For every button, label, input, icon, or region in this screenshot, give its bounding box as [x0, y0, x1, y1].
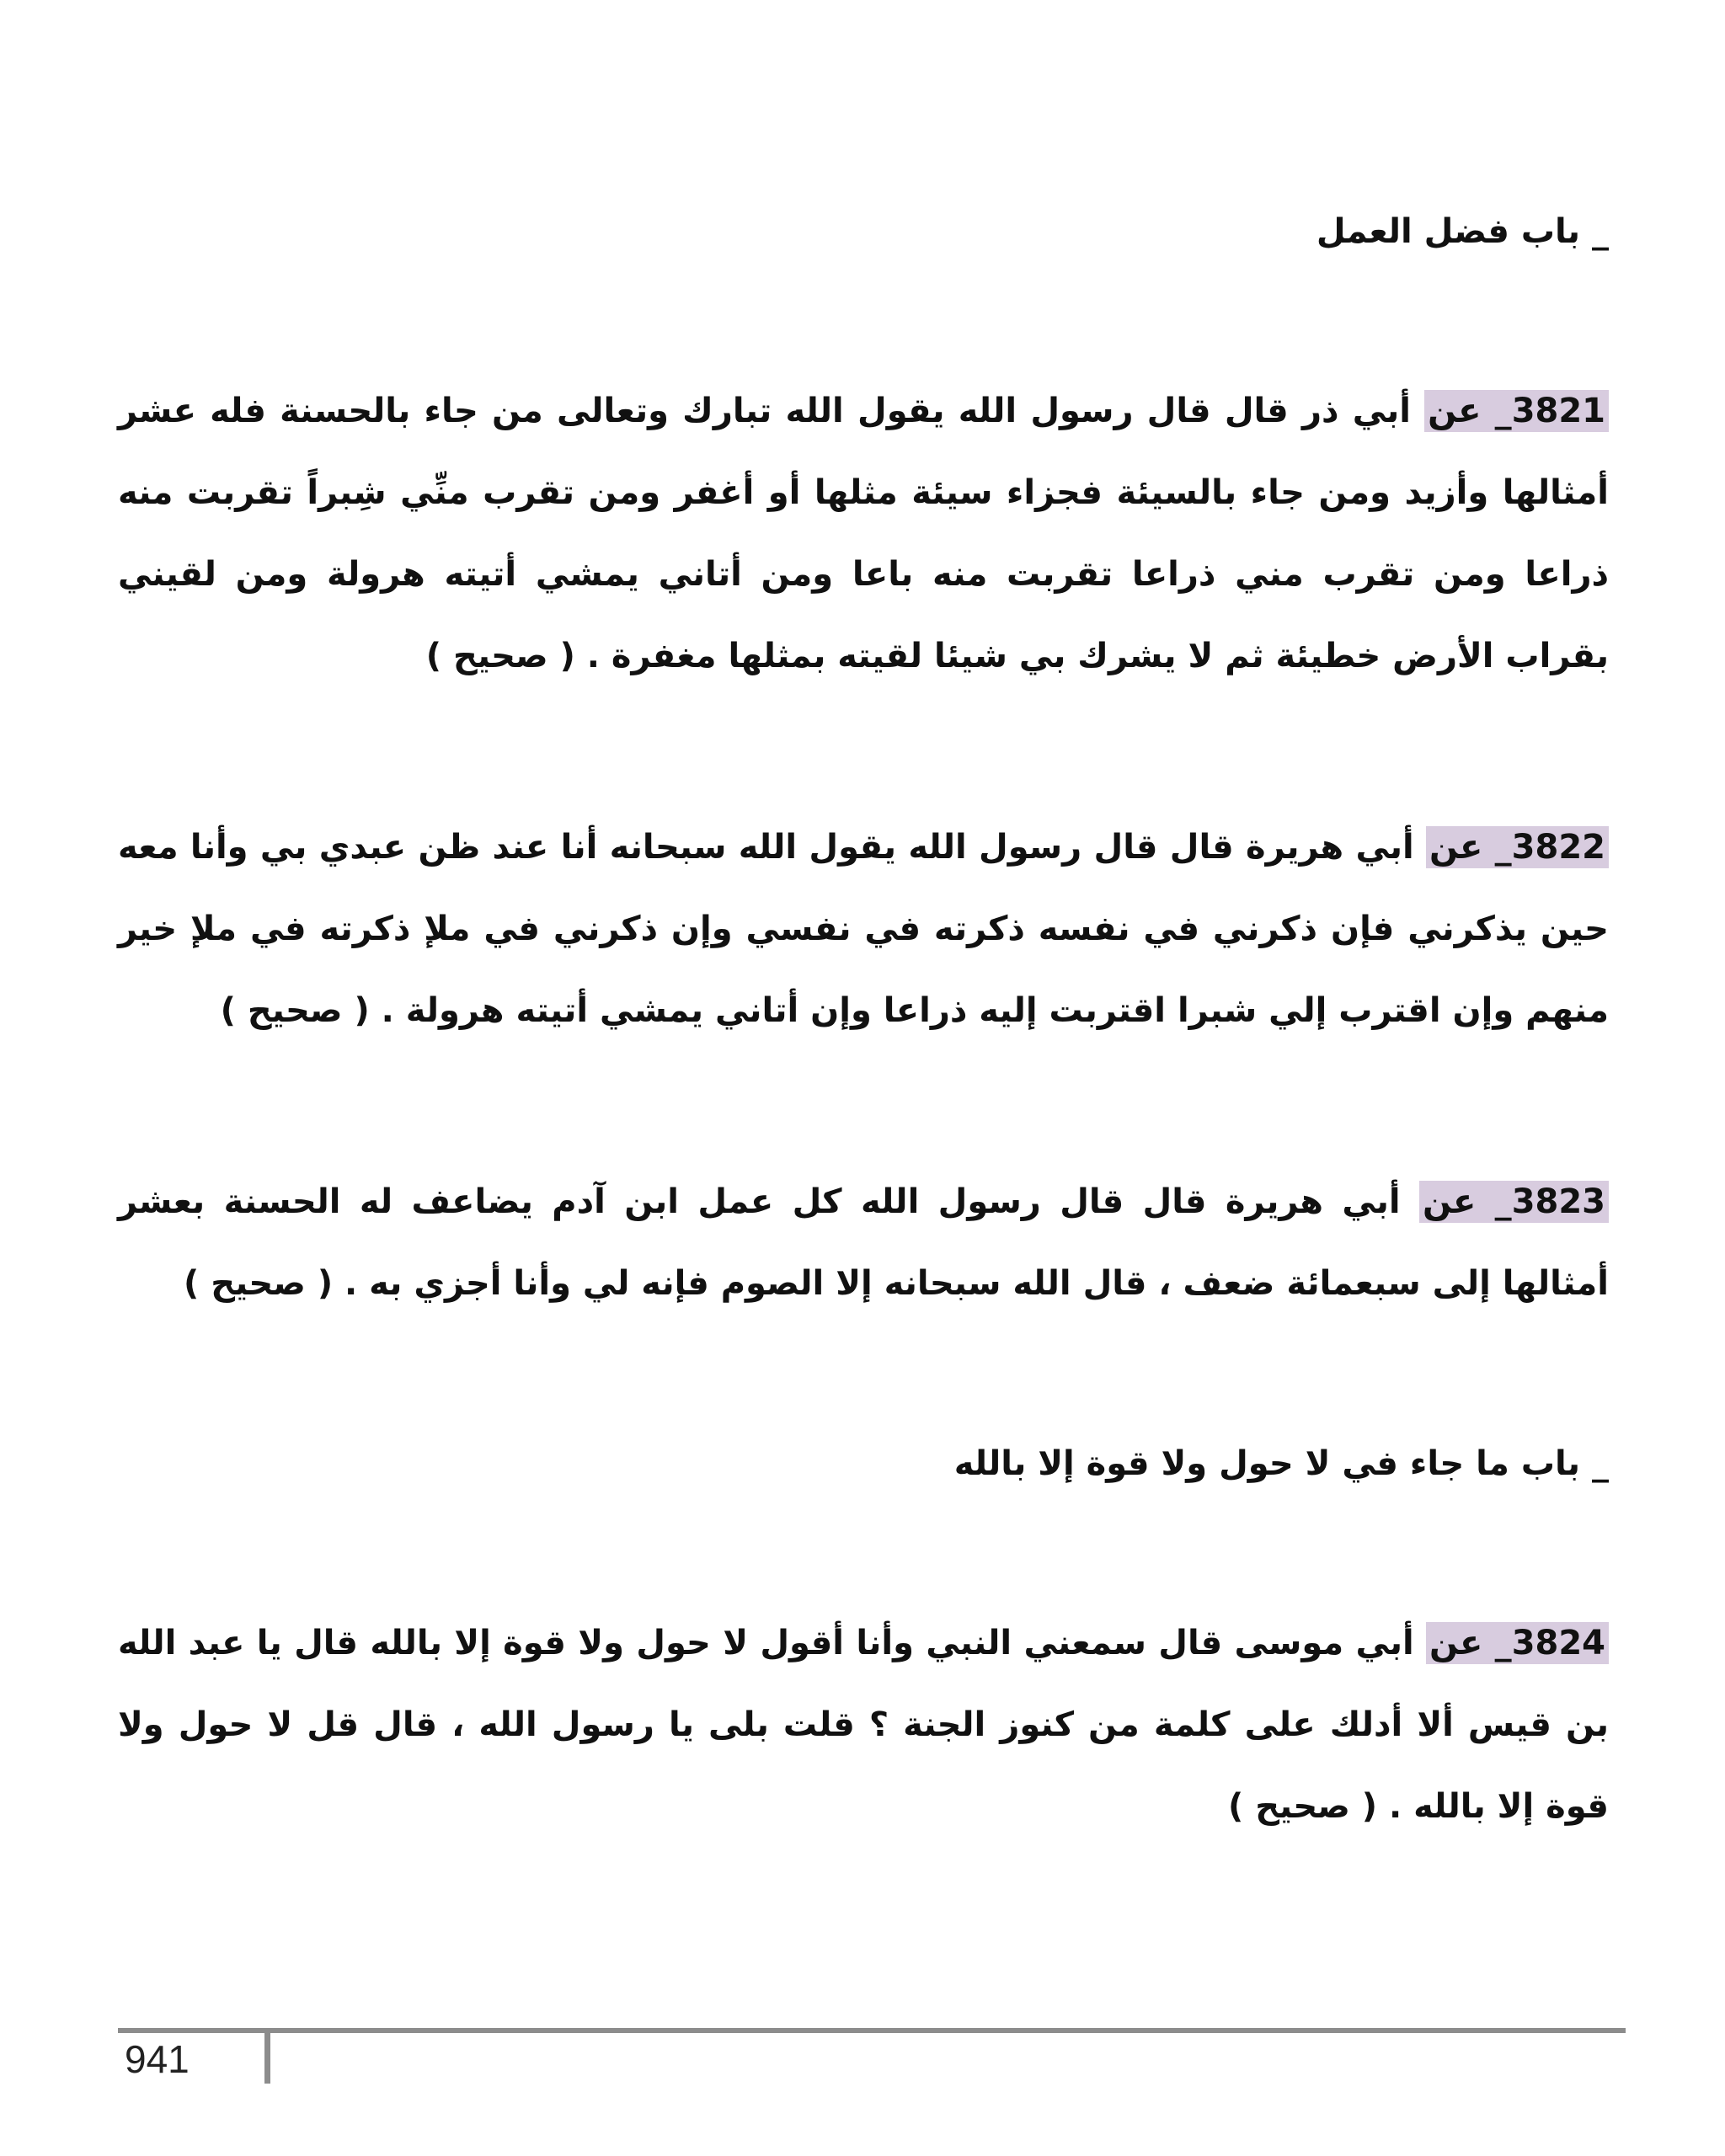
chapter-heading-virtue-of-deeds: _ باب فضل العمل — [1316, 212, 1609, 251]
hadith-number-label: 3823_ عن — [1419, 1181, 1609, 1223]
hadith-number-label: 3822_ عن — [1426, 826, 1609, 868]
page-content — [118, 202, 1609, 1957]
hadith-text: أبي هريرة قال قال رسول الله كل عمل ابن آدم يضاعف له الحسنة بعشر أمثالها إلى سبعمائة ضعف ، قال الله سبحانه إلا الصوم فإنه لي وأنا أجزي به . ( صحيح ) — [118, 1182, 1609, 1303]
page-number: 941 — [125, 2037, 190, 2081]
hadith-3821 — [118, 371, 1609, 697]
hadith-number-label: 3821_ عن — [1424, 390, 1609, 432]
hadith-text: أبي موسى قال سمعني النبي وأنا أقول لا حول ولا قوة إلا بالله قال يا عبد الله بن قيس ألا أدلك على كلمة من كنوز الجنة ؟ قلت بلى يا رسول الله ، قال قل لا حول ولا قوة إلا بالله . ( صحيح ) — [118, 1624, 1609, 1826]
footer-divider-tick — [264, 2028, 270, 2084]
hadith-3822 — [118, 807, 1609, 1052]
hadith-text: أبي ذر قال قال رسول الله يقول الله تبارك وتعالى من جاء بالحسنة فله عشر أمثالها وأزيد ومن جاء بالسيئة فجزاء سيئة مثلها أو أغفر ومن تقرب منِّي شِبراً تقربت منه ذراعا ومن تقرب مني ذراعا تقربت منه باعا ومن أتاني يمشي أتيته هرولة ومن لقيني بقراب الأرض خطيئة ثم لا يشرك بي شيئا لقيته بمثلها مغفرة . ( صحيح ) — [118, 392, 1609, 675]
hadith-3824 — [118, 1603, 1609, 1848]
hadith-number-label: 3824_ عن — [1426, 1622, 1609, 1664]
chapter-heading-la-hawla: _ باب ما جاء في لا حول ولا قوة إلا بالله — [953, 1444, 1609, 1483]
hadith-3823 — [118, 1161, 1609, 1325]
footer-rule — [118, 2028, 1626, 2033]
hadith-text: أبي هريرة قال قال رسول الله يقول الله سبحانه أنا عند ظن عبدي بي وأنا معه حين يذكرني فإن ذكرني في نفسه ذكرته في نفسي وإن ذكرني في ملإ ذكرته في ملإ خير منهم وإن اقترب إلي شبرا اقتربت إليه ذراعا وإن أتاني يمشي أتيته هرولة . ( صحيح ) — [118, 828, 1609, 1030]
